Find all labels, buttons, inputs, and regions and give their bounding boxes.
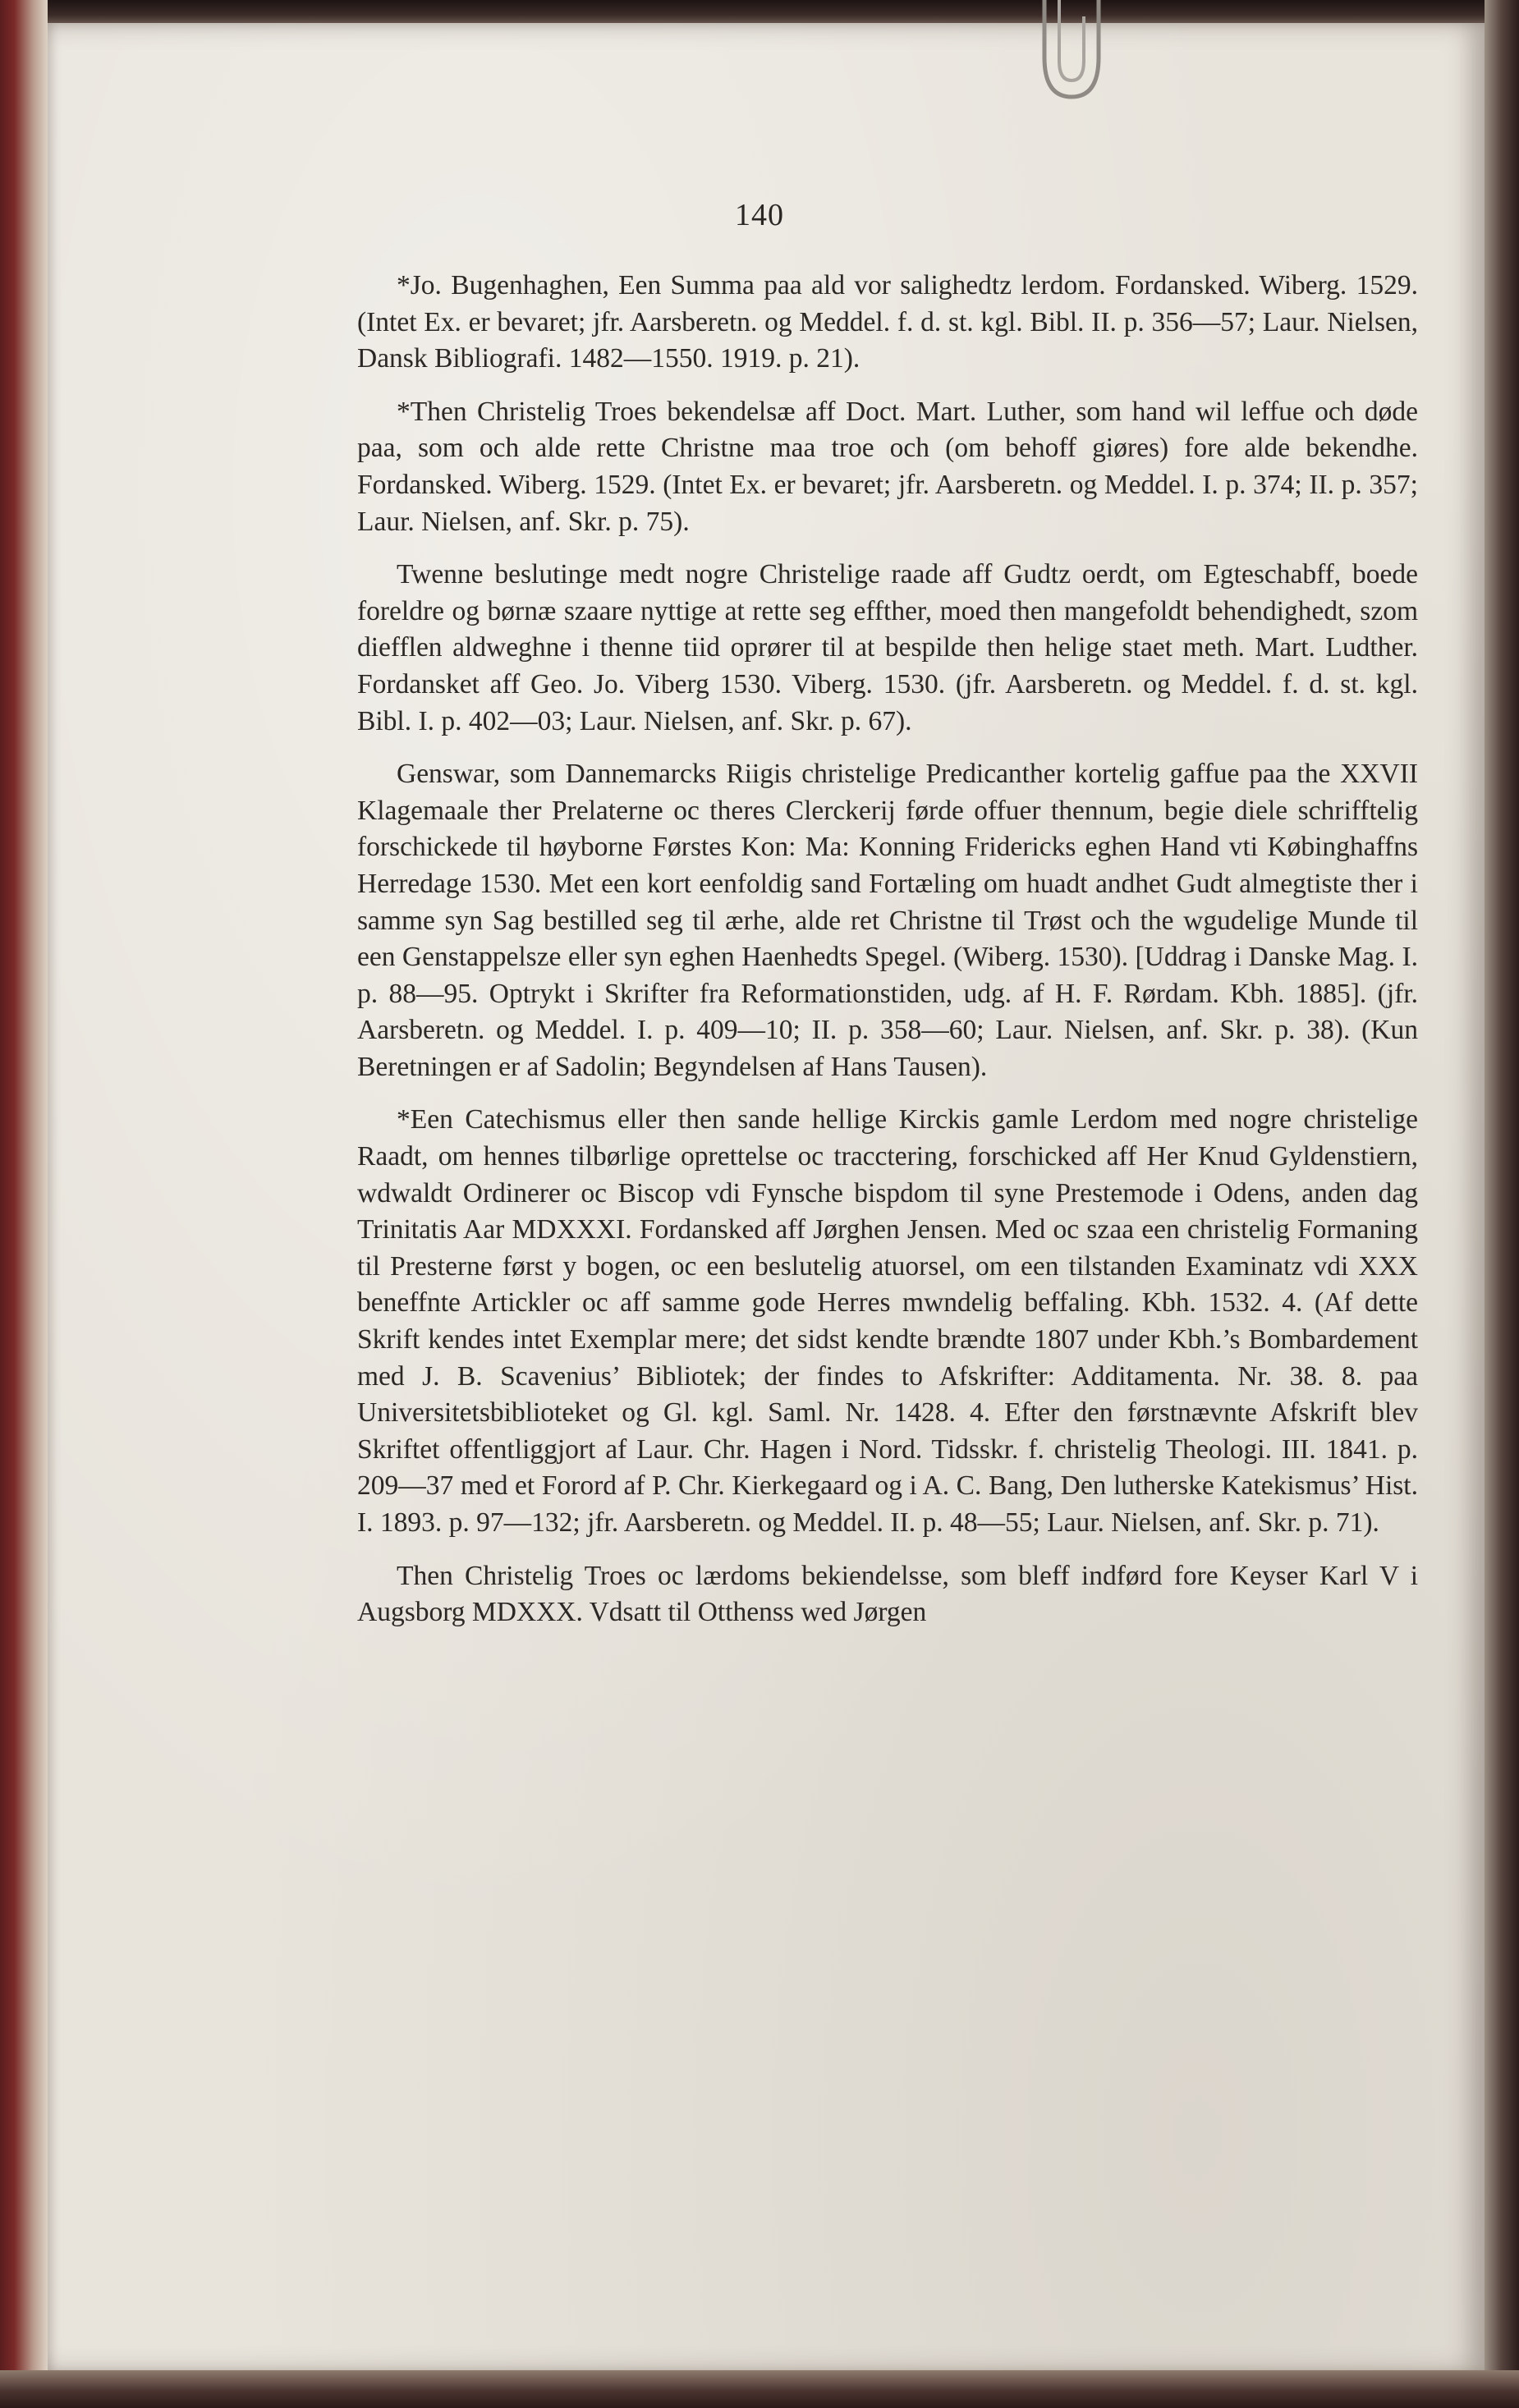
entry-genswar: Genswar, som Dannemarcks Riigis christelige Predicanther kortelig gaffue paa the XXVII Klagemaale ther Prelaterne oc theres Clerckerij førde offuer thennum, begie diele schrifftelig forschickede til høyborne Førstes Kon: Ma: Konning Fridericks eghen Hand vti Købinghaffns Herredage 1530. Met een kort eenfoldig sand Fortæling om huadt andhet Gudt almegtiste ther i samme syn Sag bestilled seg til ærhe, alde ret Christne til Trøst och the wgudelige Munde til een Genstappelsze eller syn eghen Haenhedts Spegel. (Wiberg. 1530). [Uddrag i Danske Mag. I. p. 88—95. Optrykt i Skrifter fra Reformationstiden, udg. af H. F. Rørdam. Kbh. 1885]. (jfr. Aarsberetn. og Meddel. I. p. 409—10; II. p. 358—60; Laur. Nielsen, anf. Skr. p. 38). (Kun Beretningen er af Sadolin; Begyndelsen af Hans Tausen). xyxy=(357,759,1418,1082)
entry-christelig-troes-laerdoms: Then Christelig Troes oc lærdoms bekiendelsse, som bleff indførd fore Keyser Karl V i Augsborg MDXXX. Vdsatt til Otthenss wed Jørgen xyxy=(357,1560,1418,1628)
book-spine-edge xyxy=(0,0,48,2408)
bibliography-text xyxy=(357,268,1418,1631)
page-number: 140 xyxy=(735,198,784,232)
entry-bugenhaghen: *Jo. Bugenhaghen, Een Summa paa ald vor salighedtz lerdom. Fordansked. Wiberg. 1529. (Intet Ex. er bevaret; jfr. Aarsberetn. og Meddel. f. d. st. kgl. Bibl. II. p. 356—57; Laur. Nielsen, Dansk Bibliografi. 1482—1550. 1919. p. 21). xyxy=(357,270,1418,374)
book-edge-right xyxy=(1485,0,1519,2408)
entry-christelig-troes-bekendelsae: *Then Christelig Troes bekendelsæ aff Doct. Mart. Luther, som hand wil leffue och døde paa, som och alde rette Christne maa troe och (om behoff giøres) fore alde bekendhe. Fordansked. Wiberg. 1529. (Intet Ex. er bevaret; jfr. Aarsberetn. og Meddel. I. p. 374; II. p. 357; Laur. Nielsen, anf. Skr. p. 75). xyxy=(357,396,1418,537)
book-edge-top xyxy=(0,0,1519,25)
entry-catechismus: *Een Catechismus eller then sande hellige Kirckis gamle Lerdom med nogre christelige Raadt, om hennes tilbørlige oprettelse oc tracctering, forschicked aff Her Knud Gyldenstiern, wdwaldt Ordinerer oc Biscop vdi Fynsche bispdom til syne Prestemode i Odens, anden dag Trinitatis Aar MDXXXI. Fordansked aff Jørghen Jensen. Med oc szaa een christelig Formaning til Presterne først y bogen, oc een beslutelig atuorsel, om een tilstanden Examinatz vdi XXX beneffnte Artickler oc aff samme gode Herres mwndelig beffaling. Kbh. 1532. 4. (Af dette Skrift kendes intet Exemplar mere; det sidst kendte brændte 1807 under Kbh.’s Bombardement med J. B. Scavenius’ Bibliotek; der findes to Afskrifter: Additamenta. Nr. 38. 8. paa Universitetsbiblioteket og Gl. kgl. Saml. Nr. 1428. 4. Efter den førstnævnte Afskrift blev Skriftet offentliggjort af Laur. Chr. Hagen i Nord. Tidsskr. f. christelig Theologi. III. 1841. p. 209—37 med et Forord af P. Chr. Kierkegaard og i A. C. Bang, Den lutherske Katekismus’ Hist. I. 1893. p. 97—132; jfr. Aarsberetn. og Meddel. II. p. 48—55; Laur. Nielsen, anf. Skr. p. 71). xyxy=(357,1104,1418,1538)
paper-clip-icon xyxy=(1026,0,1117,105)
book-edge-bottom xyxy=(0,2370,1519,2408)
entry-twenne-beslutinge: Twenne beslutinge medt nogre Christelige raade aff Gudtz oerdt, om Egteschabff, boede foreldre og børnæ szaare nyttige at rette seg effther, moed then mangefoldt behendighedt, szom diefflen aldweghne i thenne tiid oprører til at bespilde then helige staet meth. Mart. Ludther. Fordansket aff Geo. Jo. Viberg 1530. Viberg. 1530. (jfr. Aarsberetn. og Meddel. f. d. st. kgl. Bibl. I. p. 402—03; Laur. Nielsen, anf. Skr. p. 67). xyxy=(357,559,1418,736)
